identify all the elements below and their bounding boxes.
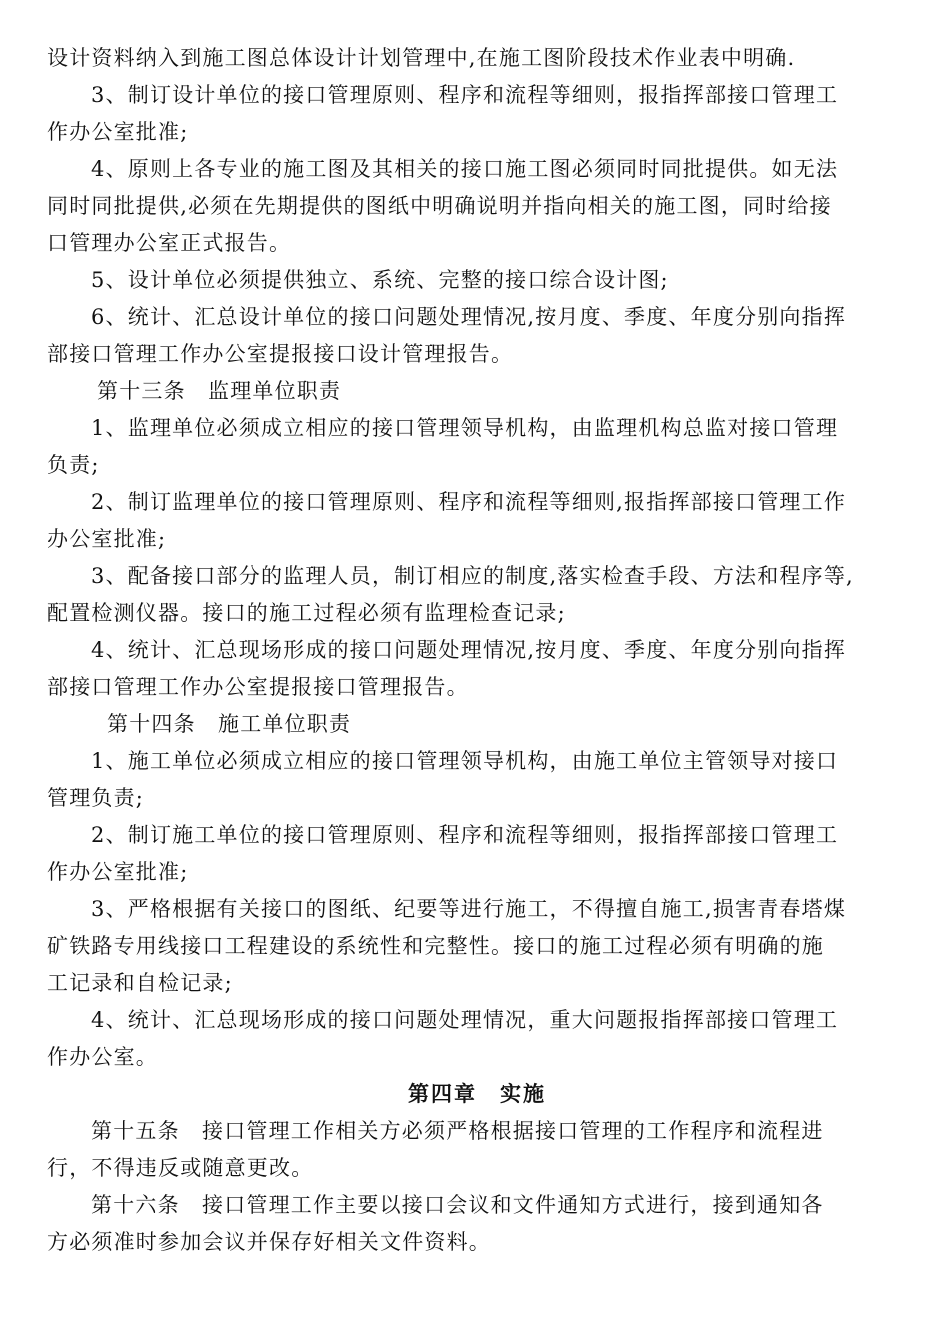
paragraph-line: 1、施工单位必须成立相应的接口管理领导机构，由施工单位主管领导对接口 [91, 749, 839, 773]
paragraph-line: 作办公室。 [47, 1045, 158, 1069]
paragraph-line: 行，不得违反或随意更改。 [47, 1156, 314, 1180]
paragraph-line: 第十六条 接口管理工作主要以接口会议和文件通知方式进行，接到通知各 [91, 1193, 824, 1217]
paragraph-line: 6、统计、汇总设计单位的接口问题处理情况,按月度、季度、年度分别向指挥 [91, 305, 847, 329]
paragraph-line: 部接口管理工作办公室提报接口管理报告。 [47, 675, 469, 699]
article-heading: 第十四条 施工单位职责 [107, 712, 352, 736]
paragraph-line: 2、制订监理单位的接口管理原则、程序和流程等细则,报指挥部接口管理工作 [91, 490, 847, 514]
paragraph-line: 作办公室批准; [47, 860, 189, 884]
paragraph-line: 3、严格根据有关接口的图纸、纪要等进行施工，不得擅自施工,损害青春塔煤 [91, 897, 847, 921]
paragraph-line: 第十五条 接口管理工作相关方必须严格根据接口管理的工作程序和流程进 [91, 1119, 824, 1143]
paragraph-line: 作办公室批准; [47, 120, 189, 144]
paragraph-line: 方必须准时参加会议并保存好相关文件资料。 [47, 1230, 491, 1254]
paragraph-line: 口管理办公室正式报告。 [47, 231, 292, 255]
paragraph-line: 2、制订施工单位的接口管理原则、程序和流程等细则，报指挥部接口管理工 [91, 823, 839, 847]
paragraph-line: 矿铁路专用线接口工程建设的系统性和完整性。接口的施工过程必须有明确的施 [47, 934, 824, 958]
paragraph-line: 4、统计、汇总现场形成的接口问题处理情况,按月度、季度、年度分别向指挥 [91, 638, 847, 662]
article-heading: 第十三条 监理单位职责 [97, 379, 342, 403]
paragraph-line: 同时同批提供,必须在先期提供的图纸中明确说明并指向相关的施工图，同时给接 [47, 194, 832, 218]
paragraph-line: 3、制订设计单位的接口管理原则、程序和流程等细则，报指挥部接口管理工 [91, 83, 839, 107]
paragraph-line: 设计资料纳入到施工图总体设计计划管理中,在施工图阶段技术作业表中明确. [47, 46, 796, 70]
paragraph-line: 5、设计单位必须提供独立、系统、完整的接口综合设计图; [91, 268, 669, 292]
paragraph-line: 办公室批准; [47, 527, 167, 551]
chapter-heading: 第四章 实施 [408, 1082, 546, 1106]
paragraph-line: 1、监理单位必须成立相应的接口管理领导机构，由监理机构总监对接口管理 [91, 416, 839, 440]
paragraph-line: 管理负责; [47, 786, 145, 810]
paragraph-line: 工记录和自检记录; [47, 971, 233, 995]
paragraph-line: 部接口管理工作办公室提报接口设计管理报告。 [47, 342, 514, 366]
paragraph-line: 4、原则上各专业的施工图及其相关的接口施工图必须同时同批提供。如无法 [91, 157, 839, 181]
paragraph-line: 3、配备接口部分的监理人员，制订相应的制度,落实检查手段、方法和程序等, [91, 564, 854, 588]
document-page [47, 40, 907, 1261]
paragraph-line: 配置检测仪器。接口的施工过程必须有监理检查记录; [47, 601, 566, 625]
paragraph-line: 4、统计、汇总现场形成的接口问题处理情况，重大问题报指挥部接口管理工 [91, 1008, 839, 1032]
paragraph-line: 负责; [47, 453, 100, 477]
